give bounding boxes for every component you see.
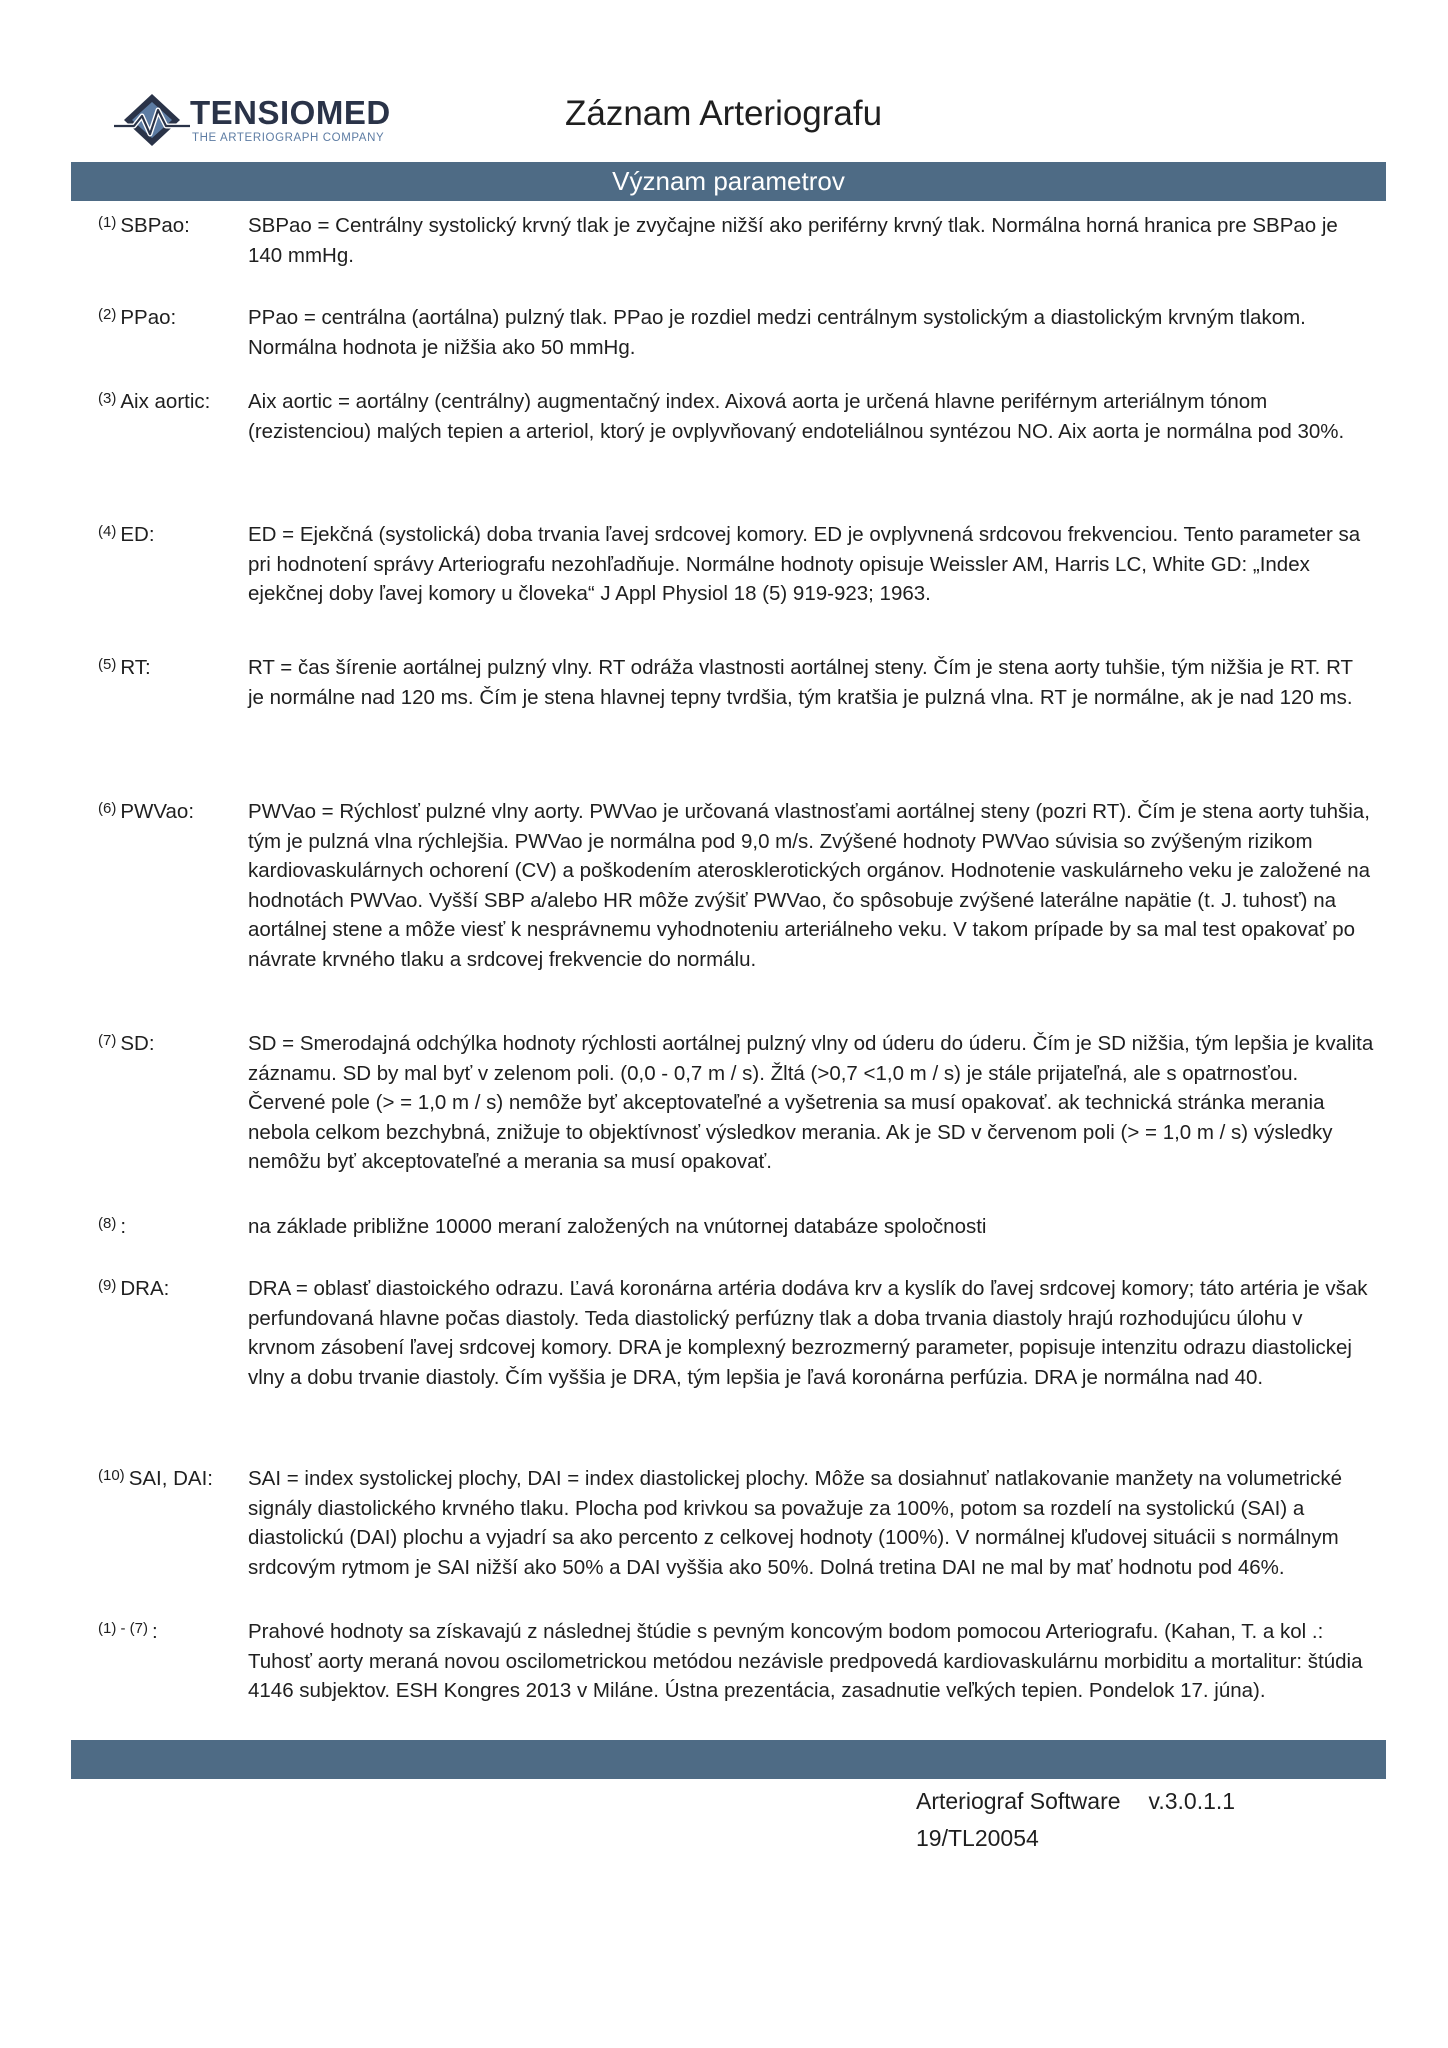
parameter-name: SBPao: — [120, 214, 190, 237]
section-title: Význam parametrov — [612, 166, 845, 196]
parameter-number: (6) — [98, 800, 117, 817]
parameter-description: SD = Smerodajná odchýlka hodnoty rýchlosti aortálnej pulzný vlny od úderu do úderu. Čím je SD nižšia, tým lepšia je kvalita záznamu. SD by mal byť v zelenom poli. (0,0 - 0,7 m / s). Žltá (>0,7 <1,0 m / s) je stále prijateľná, ale s opatrnosťou. Červené pole (> = 1,0 m / s) nemôže byť akceptovateľné a vyšetrenia sa musí opakovať. ak technická stránka merania nebola celkom bezchybná, znižuje to objektívnosť výsledkov merania. Ak je SD v červenom poli (> = 1,0 m / s) výsledky nemôžu byť akceptovateľné a merania sa musí opakovať. — [248, 1032, 1374, 1173]
parameter-label — [98, 211, 248, 241]
serial-number: 19/TL20054 — [916, 1825, 1039, 1851]
parameter-name: : — [120, 1215, 127, 1238]
parameter-name: Aix aortic: — [120, 390, 211, 413]
parameter-description: SAI = index systolickej plochy, DAI = index diastolickej plochy. Môže sa dosiahnuť natlakovanie manžety na volumetrické signály diastolického krvného tlaku. Plocha pod krivkou sa považuje za 100%, potom sa rozdelí na systolickú (SAI) a diastolickú (DAI) plochu a vyjadrí sa ako percento z celkovej hodnoty (100%). V normálnej kľudovej situácii s normálnym srdcovým rytmom je SAI nižší ako 50% a DAI vyššia ako 50%. Dolná tretina DAI ne mal by mať hodnotu pod 46%. — [248, 1467, 1342, 1579]
parameter-label — [98, 1029, 248, 1059]
software-version: v.3.0.1.1 — [1148, 1788, 1236, 1814]
parameter-description: PPao = centrálna (aortálna) pulzný tlak. PPao je rozdiel medzi centrálnym systolickým a diastolickým krvným tlakom. Normálna hodnota je nižšia ako 50 mmHg. — [248, 306, 1306, 359]
parameter-name: RT: — [120, 656, 151, 679]
parameter-name: ED: — [120, 523, 155, 546]
parameter-name: SD: — [120, 1032, 155, 1055]
tensiomed-logo-icon — [112, 90, 192, 150]
parameter-label — [98, 797, 248, 827]
section-header-bar — [71, 162, 1386, 201]
tensiomed-logo — [112, 90, 412, 150]
parameter-number: (4) — [98, 523, 117, 540]
software-name: Arteriograf Software — [916, 1788, 1121, 1814]
software-version-line — [916, 1788, 1235, 1815]
footer-bar — [71, 1740, 1386, 1779]
parameter-name: PWVao: — [120, 800, 195, 823]
parameter-number: (1) - (7) — [98, 1620, 148, 1637]
parameter-description: ED = Ejekčná (systolická) doba trvania ľavej srdcovej komory. ED je ovplyvnená srdcovou frekvenciou. Tento parameter sa pri hodnotení správy Arteriografu nezohľadňuje. Normálne hodnoty opisuje Weissler AM, Harris LC, White GD: „Index ejekčnej doby ľavej komory u človeka“ J Appl Physiol 18 (5) 919-923; 1963. — [248, 523, 1361, 605]
parameter-label — [98, 303, 248, 333]
parameter-name: DRA: — [120, 1277, 170, 1300]
parameter-number: (7) — [98, 1032, 117, 1049]
parameter-description: na základe približne 10000 meraní založených na vnútornej databáze spoločnosti — [248, 1215, 987, 1238]
parameter-name: SAI, DAI: — [128, 1467, 213, 1490]
parameter-label — [98, 1212, 248, 1242]
parameter-number: (5) — [98, 656, 117, 673]
parameter-label — [98, 1464, 248, 1494]
parameter-description: Aix aortic = aortálny (centrálny) augmentačný index. Aixová aorta je určená hlavne periférnym arteriálnym tónom (rezistenciou) malých tepien a arteriol, ktorý je ovplyvňovaný endoteliálnou syntézou NO. Aix aorta je normálna pod 30%. — [248, 390, 1345, 443]
parameter-label — [98, 1274, 248, 1304]
parameter-number: (9) — [98, 1277, 117, 1294]
logo-wordmark: TENSIOMED — [190, 94, 391, 131]
logo-tagline: THE ARTERIOGRAPH COMPANY — [192, 132, 385, 144]
parameter-name: PPao: — [120, 306, 177, 329]
parameter-description: SBPao = Centrálny systolický krvný tlak je zvyčajne nižší ako periférny krvný tlak. Normálna horná hranica pre SBPao je 140 mmHg. — [248, 214, 1338, 267]
parameter-number: (1) — [98, 214, 117, 231]
parameter-label — [98, 520, 248, 550]
parameter-label — [98, 1617, 248, 1647]
document-title: Záznam Arteriografu — [565, 94, 883, 133]
parameter-number: (3) — [98, 390, 117, 407]
parameter-name: : — [152, 1620, 158, 1643]
parameter-label — [98, 387, 248, 417]
parameter-description: DRA = oblasť diastoického odrazu. Ľavá koronárna artéria dodáva krv a kyslík do ľavej srdcovej komory; táto artéria je však perfundovaná hlavne počas diastoly. Teda diastolický perfúzny tlak a doba trvania diastoly hrajú rozhodujúcu úlohu v krvnom zásobení ľavej srdcovej komory. DRA je komplexný bezrozmerný parameter, popisuje intenzitu odrazu diastolickej vlny a dobu trvanie diastoly. Čím vyššia je DRA, tým lepšia je ľavá koronárna perfúzia. DRA je normálna nad 40. — [248, 1277, 1368, 1389]
parameter-number: (2) — [98, 306, 117, 323]
parameter-description: Prahové hodnoty sa získavajú z následnej štúdie s pevným koncovým bodom pomocou Arteriografu. (Kahan, T. a kol .: Tuhosť aorty meraná novou oscilometrickou metódou nezávisle predpovedá kardiovaskulárnu morbiditu a mortalitur: štúdia 4146 subjektov. ESH Kongres 2013 v Miláne. Ústna prezentácia, zasadnutie veľkých tepien. Pondelok 17. júna). — [248, 1620, 1363, 1702]
parameter-description: PWVao = Rýchlosť pulzné vlny aorty. PWVao je určovaná vlastnosťami aortálnej steny (pozri RT). Čím je stena aorty tuhšia, tým je pulzná vlna rýchlejšia. PWVao je normálna pod 9,0 m/s. Zvýšené hodnoty PWVao súvisia so zvýšeným rizikom kardiovaskulárnych ochorení (CV) a poškodením aterosklerotických orgánov. Hodnotenie vaskulárneho veku je založené na hodnotách PWVao. Vyšší SBP a/alebo HR môže zvýšiť PWVao, čo spôsobuje zvýšené laterálne napätie (t. J. tuhosť) na aortálnej stene a môže viesť k nesprávnemu vyhodnoteniu arteriálneho veku. V takom prípade by sa mal test opakovať po návrate krvného tlaku a srdcovej frekvencie do normálu. — [248, 800, 1371, 971]
parameter-label — [98, 653, 248, 683]
parameter-description: RT = čas šírenie aortálnej pulzný vlny. RT odráža vlastnosti aortálnej steny. Čím je stena aorty tuhšie, tým nižšia je RT. RT je normálne nad 120 ms. Čím je stena hlavnej tepny tvrdšia, tým kratšia je pulzná vlna. RT je normálne, ak je nad 120 ms. — [248, 656, 1353, 709]
parameter-number: (10) — [98, 1467, 125, 1484]
parameter-number: (8) — [98, 1215, 117, 1232]
